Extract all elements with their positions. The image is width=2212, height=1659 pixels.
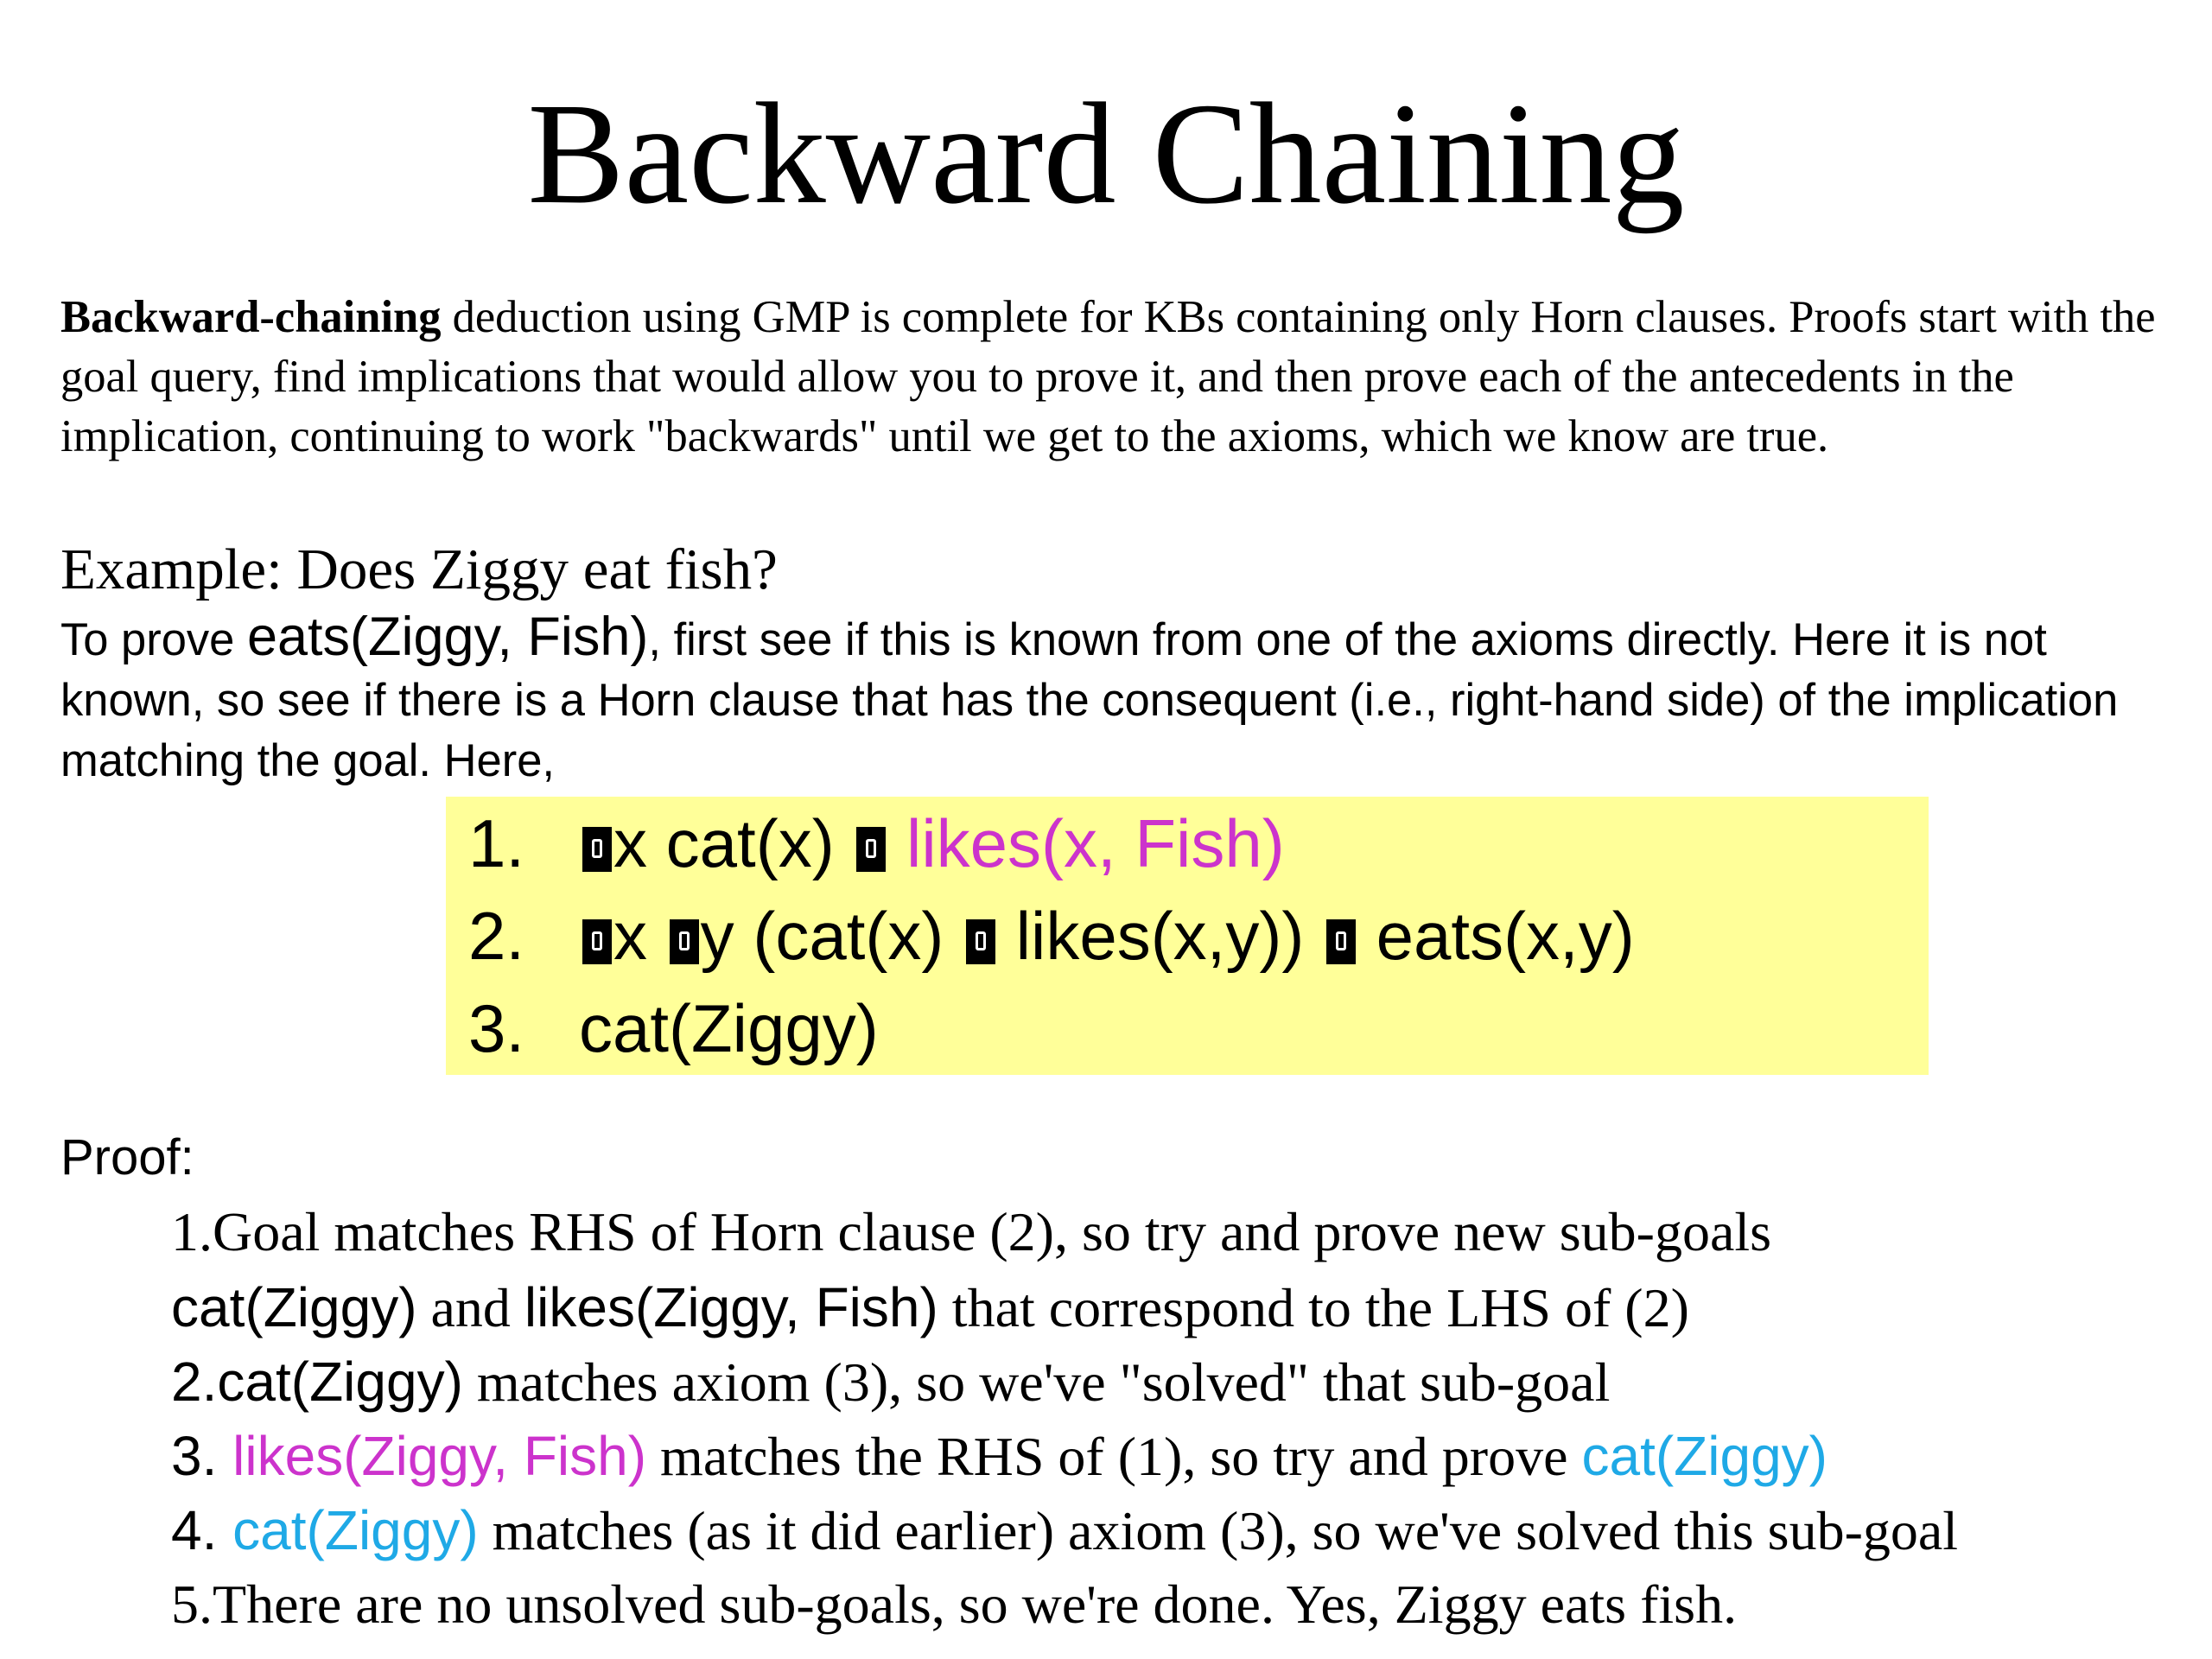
proof-label: Proof: bbox=[60, 1129, 194, 1185]
example-body-prefix: To prove bbox=[60, 614, 247, 665]
knowledge-base-box bbox=[446, 797, 1929, 1075]
example-goal: eats(Ziggy, Fish) bbox=[246, 607, 649, 667]
proof-term-cyan: cat(Ziggy) bbox=[1581, 1425, 1827, 1487]
kb-expr-part: likes(x,y)) bbox=[997, 898, 1323, 974]
proof-term: likes(Ziggy, Fish) bbox=[524, 1276, 938, 1338]
intro-paragraph bbox=[60, 288, 2186, 467]
kb-item-expression bbox=[579, 889, 1635, 982]
intro-bold-term: Backward-chaining bbox=[60, 292, 442, 342]
proof-term: cat(Ziggy) bbox=[171, 1276, 417, 1338]
kb-item-number: 3. bbox=[468, 990, 525, 1066]
proof-step-5: 5.There are no unsolved sub-goals, so we're done. Yes, Ziggy eats fish. bbox=[171, 1573, 1738, 1635]
missing-glyph-icon bbox=[1326, 919, 1356, 964]
missing-glyph-icon bbox=[856, 827, 886, 872]
proof-step-1-line-1: 1.Goal matches RHS of Horn clause (2), so try and prove new sub-goals bbox=[171, 1201, 1772, 1262]
missing-glyph-icon bbox=[582, 827, 612, 872]
proof-term-magenta: likes(Ziggy, Fish) bbox=[232, 1425, 647, 1487]
kb-expr-part: y (cat(x) bbox=[700, 898, 963, 974]
proof-text: matches (as it did earlier) axiom (3), so we've solved this sub-goal bbox=[478, 1500, 1959, 1561]
missing-glyph-icon bbox=[582, 919, 612, 964]
proof-step-2 bbox=[171, 1344, 1610, 1420]
missing-glyph-icon bbox=[966, 919, 995, 964]
example-body-suffix: , first see if this is known from one of the axioms directly. Here it is not known, so see if there is a Horn clause that has the consequent (i.e., right-hand side) of the implication matching the goal. Here, bbox=[60, 614, 2119, 786]
kb-expr-part: x bbox=[613, 898, 666, 974]
proof-step-1-line-2 bbox=[171, 1270, 1689, 1345]
proof-text: matches axiom (3), so we've "solved" that sub-goal bbox=[462, 1351, 1611, 1413]
kb-item-number: 2. bbox=[468, 898, 525, 974]
proof-term-cyan: cat(Ziggy) bbox=[232, 1499, 479, 1561]
kb-expr-part: eats(x,y) bbox=[1357, 898, 1635, 974]
kb-expr-part: x cat(x) bbox=[613, 805, 854, 881]
proof-text: that correspond to the LHS of (2) bbox=[938, 1277, 1689, 1338]
kb-expr-consequent: likes(x, Fish) bbox=[887, 805, 1285, 881]
kb-item-expression: cat(Ziggy) bbox=[579, 990, 879, 1066]
page-title: Backward Chaining bbox=[527, 73, 1685, 234]
kb-item-number: 1. bbox=[468, 805, 525, 881]
proof-step-number: 3. bbox=[171, 1425, 233, 1487]
proof-step-number: 4. bbox=[171, 1499, 233, 1561]
kb-item-expression bbox=[579, 797, 1285, 890]
example-body bbox=[60, 607, 2186, 791]
proof-step-4 bbox=[171, 1493, 1958, 1568]
missing-glyph-icon bbox=[670, 919, 699, 964]
proof-term: 2.cat(Ziggy) bbox=[171, 1351, 463, 1413]
intro-text: deduction using GMP is complete for KBs containing only Horn clauses. Proofs start with the goal query, find implications that would allow you to prove it, and then prove each of the antecedents in the implication, continuing to work "backwards" until we get to the axioms, which we know are true. bbox=[60, 292, 2156, 461]
example-question: Example: Does Ziggy eat fish? bbox=[60, 537, 778, 601]
proof-text: matches the RHS of (1), so try and prove bbox=[646, 1426, 1582, 1487]
proof-text: and bbox=[416, 1277, 524, 1338]
proof-step-3 bbox=[171, 1419, 1827, 1494]
